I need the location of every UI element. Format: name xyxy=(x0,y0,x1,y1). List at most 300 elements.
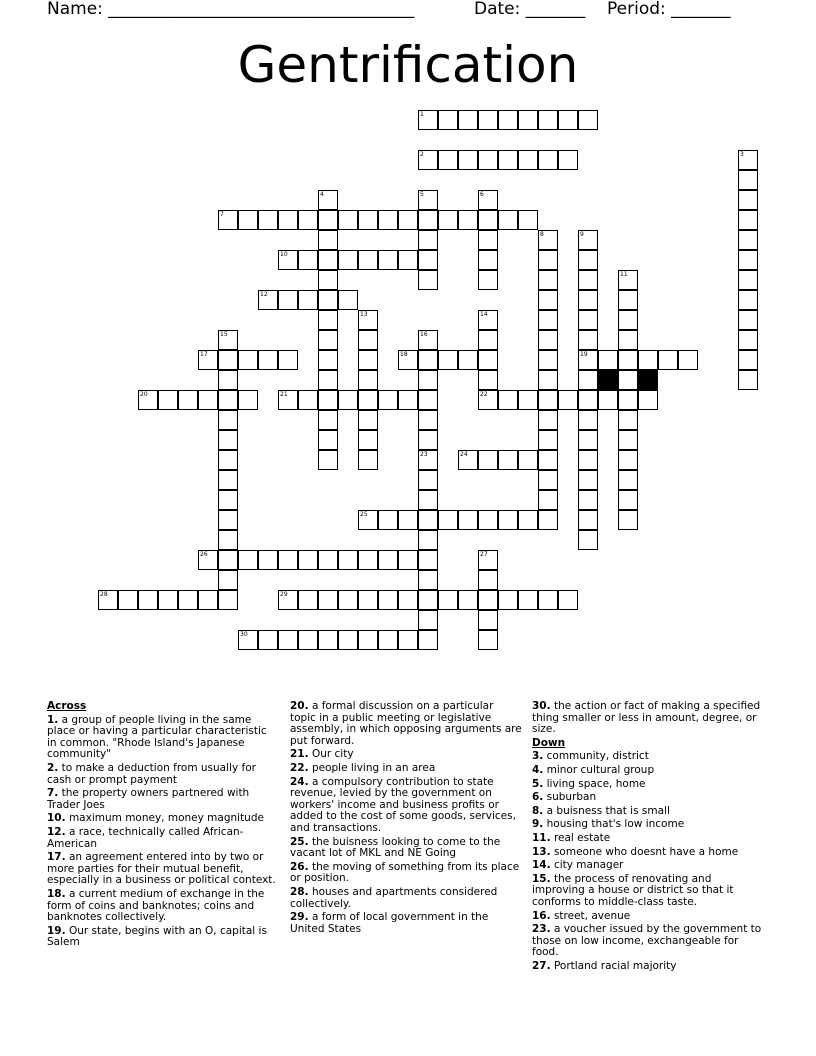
grid-cell[interactable] xyxy=(338,550,358,570)
grid-cell[interactable] xyxy=(638,350,658,370)
grid-cell[interactable] xyxy=(278,290,298,310)
grid-cell[interactable] xyxy=(538,390,558,410)
grid-cell[interactable] xyxy=(538,510,558,530)
grid-cell[interactable] xyxy=(538,470,558,490)
grid-cell[interactable] xyxy=(398,390,418,410)
grid-cell[interactable] xyxy=(498,150,518,170)
grid-cell[interactable] xyxy=(618,310,638,330)
grid-cell[interactable] xyxy=(478,110,498,130)
grid-cell[interactable] xyxy=(138,590,158,610)
grid-cell[interactable] xyxy=(318,410,338,430)
grid-cell[interactable] xyxy=(378,590,398,610)
grid-cell[interactable] xyxy=(418,230,438,250)
grid-cell[interactable] xyxy=(378,210,398,230)
cell-number: 11 xyxy=(620,271,628,278)
cell-number: 16 xyxy=(420,331,428,338)
grid-cell[interactable] xyxy=(298,210,318,230)
grid-cell[interactable] xyxy=(198,590,218,610)
grid-cell[interactable] xyxy=(278,350,298,370)
grid-cell[interactable] xyxy=(138,390,158,410)
grid-cell[interactable] xyxy=(258,290,278,310)
grid-cell[interactable] xyxy=(738,210,758,230)
grid-cell[interactable] xyxy=(178,390,198,410)
grid-cell[interactable] xyxy=(238,210,258,230)
grid-cell[interactable] xyxy=(278,590,298,610)
grid-cell[interactable] xyxy=(358,310,378,330)
grid-cell[interactable] xyxy=(418,510,438,530)
grid-cell[interactable] xyxy=(218,390,238,410)
clue-item xyxy=(47,788,279,811)
clue-number: 20. xyxy=(290,700,309,712)
grid-cell[interactable] xyxy=(398,550,418,570)
grid-cell[interactable] xyxy=(578,270,598,290)
clue-item xyxy=(290,749,522,761)
grid-cell[interactable] xyxy=(278,630,298,650)
clue-number: 27. xyxy=(532,959,551,972)
grid-cell[interactable] xyxy=(418,250,438,270)
grid-cell[interactable] xyxy=(218,450,238,470)
grid-cell[interactable] xyxy=(338,210,358,230)
grid-cell[interactable] xyxy=(518,510,538,530)
clue-item xyxy=(290,701,522,747)
grid-cell[interactable] xyxy=(738,290,758,310)
grid-cell[interactable] xyxy=(318,190,338,210)
grid-cell[interactable] xyxy=(378,250,398,270)
grid-cell[interactable] xyxy=(618,430,638,450)
grid-cell[interactable] xyxy=(538,330,558,350)
grid-cell[interactable] xyxy=(318,630,338,650)
clue-number: 25. xyxy=(290,835,309,848)
grid-cell[interactable] xyxy=(358,510,378,530)
grid-cell[interactable] xyxy=(538,590,558,610)
grid-cell[interactable] xyxy=(578,450,598,470)
grid-cell[interactable] xyxy=(638,390,658,410)
grid-cell[interactable] xyxy=(398,630,418,650)
grid-cell[interactable] xyxy=(418,330,438,350)
grid-cell[interactable] xyxy=(358,370,378,390)
grid-cell[interactable] xyxy=(478,270,498,290)
clue-item xyxy=(290,763,522,775)
grid-cell[interactable] xyxy=(478,590,498,610)
cell-number: 24 xyxy=(460,451,468,458)
grid-cell[interactable] xyxy=(578,390,598,410)
grid-cell[interactable] xyxy=(738,190,758,210)
clue-item xyxy=(47,827,279,850)
grid-cell[interactable] xyxy=(218,330,238,350)
grid-cell[interactable] xyxy=(158,390,178,410)
grid-cell[interactable] xyxy=(518,390,538,410)
grid-cell[interactable] xyxy=(438,110,458,130)
grid-cell[interactable] xyxy=(478,570,498,590)
grid-cell[interactable] xyxy=(558,390,578,410)
grid-cell[interactable] xyxy=(358,390,378,410)
grid-cell[interactable] xyxy=(358,450,378,470)
grid-cell[interactable] xyxy=(358,430,378,450)
grid-cell[interactable] xyxy=(578,410,598,430)
grid-cell[interactable] xyxy=(218,430,238,450)
grid-cell[interactable] xyxy=(538,110,558,130)
grid-cell[interactable] xyxy=(218,490,238,510)
grid-cell[interactable] xyxy=(518,450,538,470)
grid-cell[interactable] xyxy=(618,510,638,530)
grid-cell[interactable] xyxy=(538,430,558,450)
grid-cell[interactable] xyxy=(618,470,638,490)
clue-item xyxy=(290,887,522,910)
grid-cell[interactable] xyxy=(398,590,418,610)
grid-cell[interactable] xyxy=(358,350,378,370)
cell-number: 2 xyxy=(420,151,424,158)
grid-cell[interactable] xyxy=(218,350,238,370)
grid-cell[interactable] xyxy=(538,450,558,470)
grid-cell[interactable] xyxy=(418,570,438,590)
grid-cell[interactable] xyxy=(258,630,278,650)
grid-cell[interactable] xyxy=(218,570,238,590)
grid-cell[interactable] xyxy=(458,210,478,230)
clue-item xyxy=(532,860,764,872)
grid-cell[interactable] xyxy=(298,630,318,650)
grid-cell[interactable] xyxy=(358,250,378,270)
grid-cell[interactable] xyxy=(118,590,138,610)
grid-cell[interactable] xyxy=(558,150,578,170)
grid-cell[interactable] xyxy=(618,490,638,510)
grid-cell[interactable] xyxy=(298,250,318,270)
grid-cell[interactable] xyxy=(418,610,438,630)
grid-cell[interactable] xyxy=(578,370,598,390)
period-field: Period: _______ xyxy=(607,0,731,19)
grid-cell[interactable] xyxy=(478,510,498,530)
grid-cell[interactable] xyxy=(438,590,458,610)
clue-text: a buisness that is small xyxy=(543,804,670,817)
grid-cell[interactable] xyxy=(498,110,518,130)
grid-cell[interactable] xyxy=(298,390,318,410)
grid-cell[interactable] xyxy=(318,310,338,330)
grid-cell[interactable] xyxy=(578,110,598,130)
grid-cell[interactable] xyxy=(418,450,438,470)
grid-cell[interactable] xyxy=(598,390,618,410)
grid-cell[interactable] xyxy=(458,450,478,470)
grid-cell[interactable] xyxy=(318,290,338,310)
cell-number: 5 xyxy=(420,191,424,198)
grid-cell[interactable] xyxy=(398,510,418,530)
grid-cell[interactable] xyxy=(358,210,378,230)
cell-number: 19 xyxy=(580,351,588,358)
grid-cell[interactable] xyxy=(538,250,558,270)
grid-cell[interactable] xyxy=(358,590,378,610)
grid-cell[interactable] xyxy=(318,370,338,390)
clue-text: the buisness looking to come to the vacant lot of MKL and NE Going xyxy=(290,835,501,860)
clue-column-3 xyxy=(532,701,764,974)
grid-cell[interactable] xyxy=(518,590,538,610)
grid-cell[interactable] xyxy=(478,210,498,230)
grid-cell[interactable] xyxy=(318,270,338,290)
clue-number: 8. xyxy=(532,804,544,817)
grid-cell[interactable] xyxy=(218,370,238,390)
grid-cell[interactable] xyxy=(538,310,558,330)
clue-number: 17. xyxy=(47,851,66,864)
grid-cell[interactable] xyxy=(738,150,758,170)
grid-cell[interactable] xyxy=(438,350,458,370)
grid-cell[interactable] xyxy=(418,410,438,430)
grid-cell[interactable] xyxy=(398,350,418,370)
grid-cell[interactable] xyxy=(198,350,218,370)
grid-cell[interactable] xyxy=(418,590,438,610)
grid-cell[interactable] xyxy=(578,330,598,350)
grid-cell[interactable] xyxy=(318,590,338,610)
black-cell xyxy=(638,370,658,390)
grid-cell[interactable] xyxy=(318,450,338,470)
grid-cell[interactable] xyxy=(478,390,498,410)
grid-cell[interactable] xyxy=(478,610,498,630)
grid-cell[interactable] xyxy=(578,310,598,330)
grid-cell[interactable] xyxy=(738,250,758,270)
grid-cell[interactable] xyxy=(658,350,678,370)
grid-cell[interactable] xyxy=(618,330,638,350)
grid-cell[interactable] xyxy=(578,470,598,490)
grid-cell[interactable] xyxy=(398,250,418,270)
grid-cell[interactable] xyxy=(458,350,478,370)
grid-cell[interactable] xyxy=(578,250,598,270)
grid-cell[interactable] xyxy=(318,430,338,450)
grid-cell[interactable] xyxy=(178,590,198,610)
clue-item xyxy=(532,765,764,777)
grid-cell[interactable] xyxy=(738,270,758,290)
grid-cell[interactable] xyxy=(318,210,338,230)
grid-cell[interactable] xyxy=(538,370,558,390)
clue-number: 29. xyxy=(290,911,309,924)
grid-cell[interactable] xyxy=(498,210,518,230)
page-title: Gentrification xyxy=(237,36,579,94)
grid-cell[interactable] xyxy=(218,590,238,610)
grid-cell[interactable] xyxy=(578,230,598,250)
grid-cell[interactable] xyxy=(238,350,258,370)
grid-cell[interactable] xyxy=(418,430,438,450)
grid-cell[interactable] xyxy=(418,490,438,510)
grid-cell[interactable] xyxy=(418,550,438,570)
grid-cell[interactable] xyxy=(258,550,278,570)
grid-cell[interactable] xyxy=(218,210,238,230)
grid-cell[interactable] xyxy=(578,490,598,510)
grid-cell[interactable] xyxy=(538,290,558,310)
grid-cell[interactable] xyxy=(418,470,438,490)
grid-cell[interactable] xyxy=(398,210,418,230)
grid-cell[interactable] xyxy=(418,370,438,390)
grid-cell[interactable] xyxy=(538,350,558,370)
grid-cell[interactable] xyxy=(618,270,638,290)
grid-cell[interactable] xyxy=(478,310,498,330)
grid-cell[interactable] xyxy=(418,150,438,170)
grid-cell[interactable] xyxy=(478,150,498,170)
grid-cell[interactable] xyxy=(518,210,538,230)
grid-cell[interactable] xyxy=(218,550,238,570)
grid-cell[interactable] xyxy=(738,310,758,330)
clue-text: housing that's low income xyxy=(543,818,685,831)
grid-cell[interactable] xyxy=(478,350,498,370)
clue-column-2 xyxy=(290,701,522,937)
grid-cell[interactable] xyxy=(478,450,498,470)
grid-cell[interactable] xyxy=(418,390,438,410)
grid-cell[interactable] xyxy=(318,330,338,350)
grid-cell[interactable] xyxy=(498,450,518,470)
clue-number: 16. xyxy=(532,909,551,922)
grid-cell[interactable] xyxy=(478,330,498,350)
grid-cell[interactable] xyxy=(218,510,238,530)
grid-cell[interactable] xyxy=(378,390,398,410)
grid-cell[interactable] xyxy=(618,370,638,390)
grid-cell[interactable] xyxy=(198,390,218,410)
grid-cell[interactable] xyxy=(318,390,338,410)
clue-number: 19. xyxy=(47,924,66,937)
clue-number: 6. xyxy=(532,791,544,804)
grid-cell[interactable] xyxy=(738,370,758,390)
grid-cell[interactable] xyxy=(738,350,758,370)
clue-number: 10. xyxy=(47,812,66,825)
black-cell xyxy=(598,370,618,390)
grid-cell[interactable] xyxy=(378,510,398,530)
grid-cell[interactable] xyxy=(418,630,438,650)
clue-text: the property owners partnered with Trader Joes xyxy=(47,787,250,811)
grid-cell[interactable] xyxy=(418,530,438,550)
grid-cell[interactable] xyxy=(98,590,118,610)
grid-cell[interactable] xyxy=(738,330,758,350)
grid-cell[interactable] xyxy=(578,530,598,550)
grid-cell[interactable] xyxy=(258,350,278,370)
grid-cell[interactable] xyxy=(418,350,438,370)
grid-cell[interactable] xyxy=(358,410,378,430)
grid-cell[interactable] xyxy=(318,250,338,270)
grid-cell[interactable] xyxy=(378,630,398,650)
grid-cell[interactable] xyxy=(318,350,338,370)
cell-number: 4 xyxy=(320,191,324,198)
grid-cell[interactable] xyxy=(458,110,478,130)
clue-item xyxy=(532,779,764,791)
grid-cell[interactable] xyxy=(538,150,558,170)
grid-cell[interactable] xyxy=(358,550,378,570)
grid-cell[interactable] xyxy=(378,550,398,570)
grid-cell[interactable] xyxy=(258,210,278,230)
grid-cell[interactable] xyxy=(478,190,498,210)
grid-cell[interactable] xyxy=(578,350,598,370)
grid-cell[interactable] xyxy=(478,250,498,270)
grid-cell[interactable] xyxy=(458,150,478,170)
grid-cell[interactable] xyxy=(358,330,378,350)
grid-cell[interactable] xyxy=(618,450,638,470)
grid-cell[interactable] xyxy=(278,390,298,410)
grid-cell[interactable] xyxy=(318,550,338,570)
grid-cell[interactable] xyxy=(478,550,498,570)
grid-cell[interactable] xyxy=(338,390,358,410)
grid-cell[interactable] xyxy=(218,410,238,430)
grid-cell[interactable] xyxy=(278,550,298,570)
grid-cell[interactable] xyxy=(238,630,258,650)
grid-cell[interactable] xyxy=(278,210,298,230)
grid-cell[interactable] xyxy=(438,510,458,530)
grid-cell[interactable] xyxy=(278,250,298,270)
grid-cell[interactable] xyxy=(218,470,238,490)
grid-cell[interactable] xyxy=(498,510,518,530)
grid-cell[interactable] xyxy=(618,390,638,410)
grid-cell[interactable] xyxy=(618,350,638,370)
clue-item xyxy=(47,813,279,825)
cell-number: 28 xyxy=(100,591,108,598)
clue-number: 11. xyxy=(532,831,551,844)
cell-number: 30 xyxy=(240,631,248,638)
grid-cell[interactable] xyxy=(238,390,258,410)
cell-number: 18 xyxy=(400,351,408,358)
grid-cell[interactable] xyxy=(458,510,478,530)
grid-cell[interactable] xyxy=(198,550,218,570)
grid-cell[interactable] xyxy=(678,350,698,370)
grid-cell[interactable] xyxy=(458,590,478,610)
cell-number: 22 xyxy=(480,391,488,398)
grid-cell[interactable] xyxy=(538,410,558,430)
grid-cell[interactable] xyxy=(338,290,358,310)
grid-cell[interactable] xyxy=(518,110,538,130)
cell-number: 9 xyxy=(580,231,584,238)
grid-cell[interactable] xyxy=(338,630,358,650)
grid-cell[interactable] xyxy=(598,350,618,370)
grid-cell[interactable] xyxy=(318,230,338,250)
grid-cell[interactable] xyxy=(478,630,498,650)
grid-cell[interactable] xyxy=(478,370,498,390)
grid-cell[interactable] xyxy=(338,590,358,610)
grid-cell[interactable] xyxy=(158,590,178,610)
grid-cell[interactable] xyxy=(558,590,578,610)
grid-cell[interactable] xyxy=(218,530,238,550)
grid-cell[interactable] xyxy=(298,590,318,610)
cell-number: 10 xyxy=(280,251,288,258)
grid-cell[interactable] xyxy=(298,550,318,570)
clue-number: 15. xyxy=(532,872,551,885)
grid-cell[interactable] xyxy=(238,550,258,570)
cell-number: 7 xyxy=(220,211,224,218)
grid-cell[interactable] xyxy=(418,190,438,210)
clue-text: the action or fact of making a specified thing smaller or less in amount, degree, or size. xyxy=(532,700,761,736)
grid-cell[interactable] xyxy=(478,230,498,250)
grid-cell[interactable] xyxy=(558,110,578,130)
grid-cell[interactable] xyxy=(618,290,638,310)
grid-cell[interactable] xyxy=(538,490,558,510)
grid-cell[interactable] xyxy=(738,170,758,190)
clue-item xyxy=(47,763,279,786)
grid-cell[interactable] xyxy=(518,150,538,170)
name-field: Name: ____________________________________ xyxy=(47,0,415,19)
clue-number: 7. xyxy=(47,787,59,800)
grid-cell[interactable] xyxy=(498,390,518,410)
grid-cell[interactable] xyxy=(538,230,558,250)
grid-cell[interactable] xyxy=(578,430,598,450)
clue-number: 5. xyxy=(532,777,544,790)
grid-cell[interactable] xyxy=(418,110,438,130)
grid-cell[interactable] xyxy=(418,270,438,290)
grid-cell[interactable] xyxy=(738,230,758,250)
grid-cell[interactable] xyxy=(618,410,638,430)
grid-cell[interactable] xyxy=(418,210,438,230)
grid-cell[interactable] xyxy=(438,150,458,170)
grid-cell[interactable] xyxy=(338,250,358,270)
grid-cell[interactable] xyxy=(578,290,598,310)
grid-cell[interactable] xyxy=(438,210,458,230)
grid-cell[interactable] xyxy=(538,270,558,290)
clue-text: maximum money, money magnitude xyxy=(65,812,264,825)
down-heading: Down xyxy=(532,736,566,749)
grid-cell[interactable] xyxy=(498,590,518,610)
grid-cell[interactable] xyxy=(298,290,318,310)
grid-cell[interactable] xyxy=(358,630,378,650)
grid-cell[interactable] xyxy=(578,510,598,530)
clue-text: a compulsory contribution to state revenue, levied by the government on workers' income and business profits or added to the cost of some goods, services, and transactions. xyxy=(290,775,516,834)
clue-number: 3. xyxy=(532,750,544,763)
clue-item xyxy=(532,819,764,831)
